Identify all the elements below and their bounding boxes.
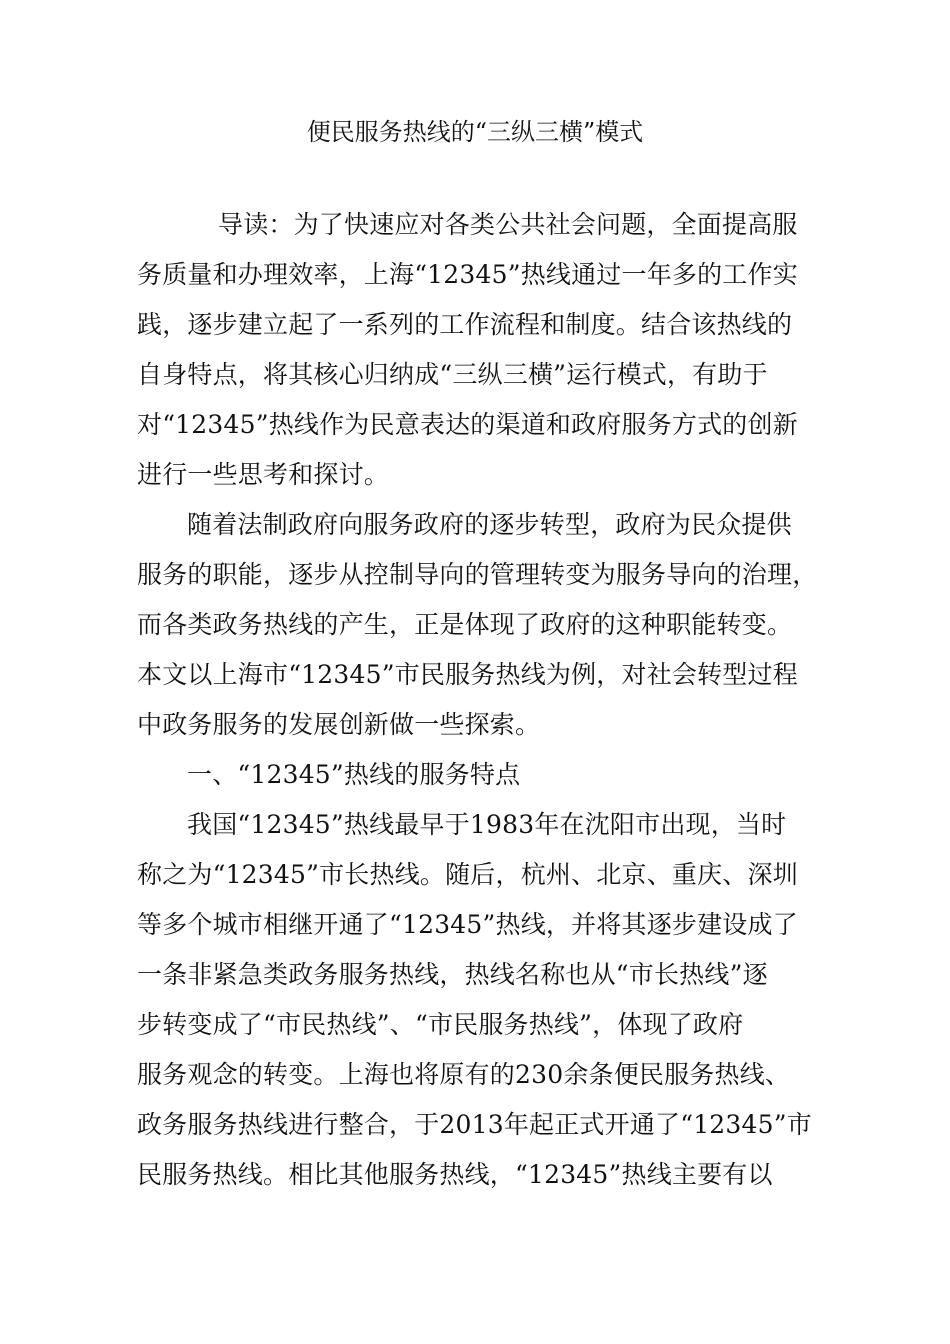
intro-line-5: 对“12345”热线作为民意表达的渠道和政府服务方式的创新 [137,410,798,439]
body-line-2: 服务的职能，逐步从控制导向的管理转变为服务导向的治理， [137,560,818,589]
body-line-5: 中政务服务的发展创新做一些探索。 [137,710,541,739]
body-line-4: 本文以上海市“12345”市民服务热线为例，对社会转型过程 [137,660,798,689]
body-line-1: 随着法制政府向服务政府的逐步转型，政府为民众提供 [187,510,792,539]
body-line-10: 步转变成了“市民热线”、“市民服务热线”，体现了政府 [137,1010,744,1039]
section-heading: 一、“12345”热线的服务特点 [187,760,521,789]
document-title: 便民服务热线的“三纵三横”模式 [306,118,644,146]
body-line-6: 我国“12345”热线最早于1983年在沈阳市出现，当时 [187,810,787,839]
intro-line-1: 导读：为了快速应对各类公共社会问题，全面提高服 [218,210,798,239]
body-line-9: 一条非紧急类政务服务热线，热线名称也从“市长热线”逐 [137,960,768,989]
body-line-13: 民服务热线。相比其他服务热线，“12345”热线主要有以 [137,1160,773,1189]
body-line-7: 称之为“12345”市长热线。随后，杭州、北京、重庆、深圳 [137,860,798,889]
body-line-3: 而各类政务热线的产生，正是体现了政府的这种职能转变。 [137,610,793,639]
body-line-12: 政务服务热线进行整合，于2013年起正式开通了“12345”市 [137,1110,812,1139]
intro-line-3: 践，逐步建立起了一系列的工作流程和制度。结合该热线的 [137,310,793,339]
body-line-11: 服务观念的转变。上海也将原有的230余条便民服务热线、 [137,1060,791,1089]
body-line-8: 等多个城市相继开通了“12345”热线，并将其逐步建设成了 [137,910,798,939]
intro-line-4: 自身特点，将其核心归纳成“三纵三横”运行模式，有助于 [137,360,768,389]
intro-line-6: 进行一些思考和探讨。 [137,460,390,489]
intro-line-2: 务质量和办理效率，上海“12345”热线通过一年多的工作实 [137,260,798,289]
